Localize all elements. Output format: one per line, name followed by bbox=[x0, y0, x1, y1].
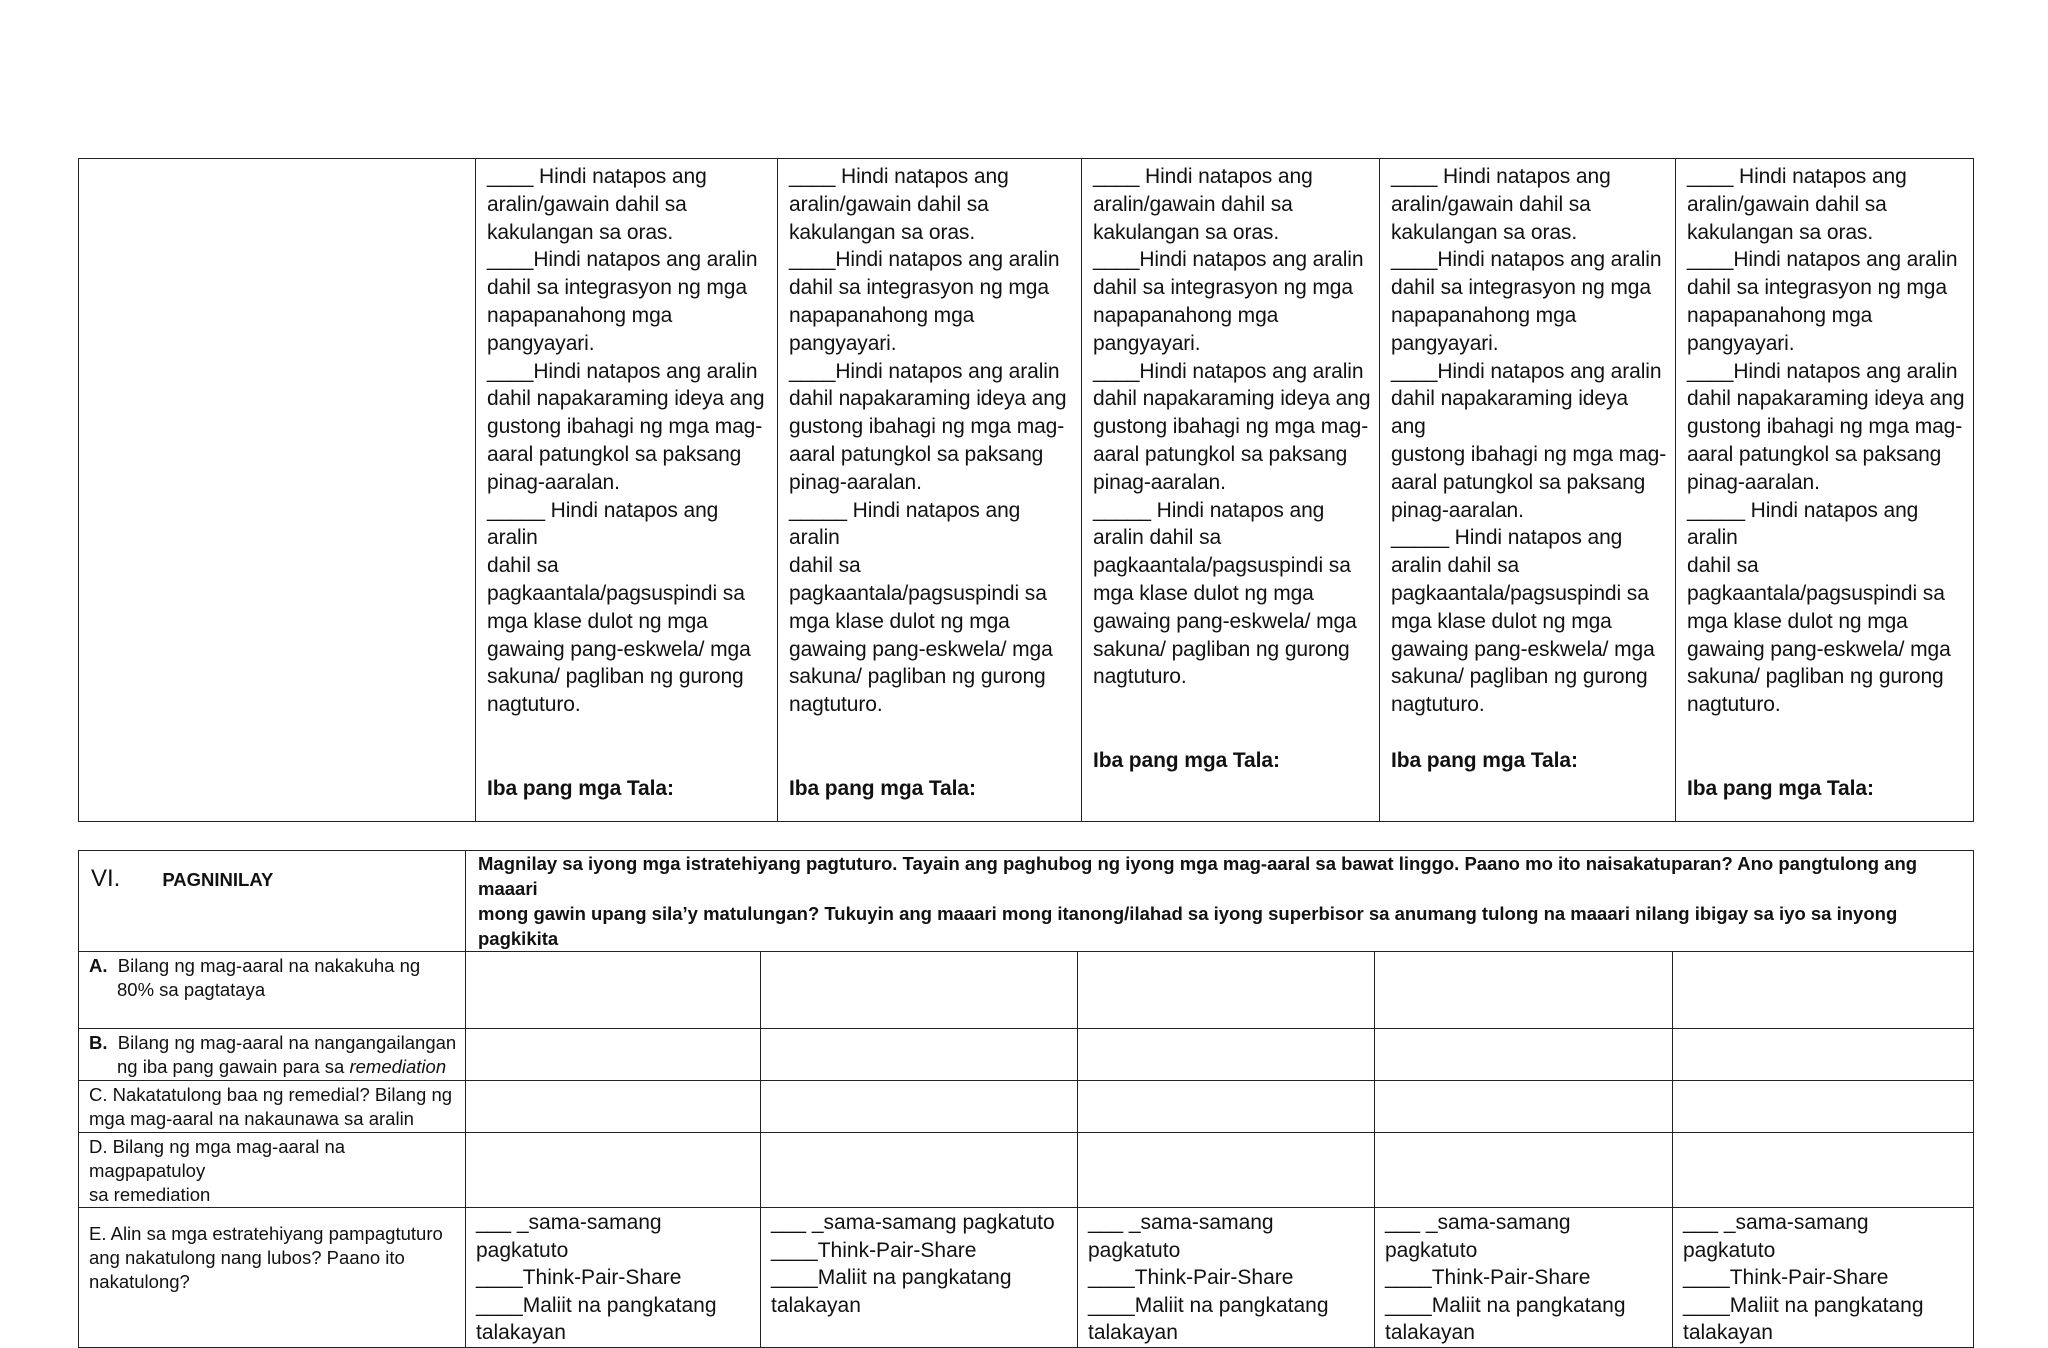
row-c bbox=[79, 1081, 1974, 1133]
remark-line: aralin/gawain dahil sa bbox=[1687, 192, 1887, 216]
remarks-table bbox=[78, 158, 1974, 822]
row-a-cell[interactable] bbox=[1375, 952, 1673, 1029]
remark-line: ____Hindi natapos ang aralin bbox=[1391, 248, 1662, 272]
strategy-line-1: ___ _sama-samang pagkatuto bbox=[771, 1211, 1055, 1234]
remarks-cell-4 bbox=[1380, 159, 1676, 822]
remark-line: pinag-aaralan. bbox=[487, 470, 620, 494]
strategy-line-3: ____Maliit na pangkatang bbox=[1385, 1293, 1626, 1317]
remarks-row bbox=[79, 159, 1974, 822]
row-d-cell[interactable] bbox=[1673, 1133, 1974, 1208]
remark-line: gawaing pang-eskwela/ mga bbox=[1687, 637, 1951, 661]
strategy-line-3: ____Maliit na pangkatang bbox=[771, 1266, 1012, 1289]
remark-line: ____ Hindi natapos ang bbox=[487, 165, 707, 188]
other-notes-label: Iba pang mga Tala: bbox=[789, 776, 976, 800]
row-e-line-1: E. Alin sa mga estratehiyang pampagtuturo bbox=[89, 1223, 443, 1244]
remark-line: gustong ibahagi ng mga mag- bbox=[1093, 415, 1369, 439]
row-c-line-2: mga mag-aaral na nakaunawa sa aralin bbox=[89, 1108, 414, 1129]
row-d-line-1: D. Bilang ng mga mag-aaral na magpapatuloy bbox=[89, 1136, 346, 1181]
remark-line: sakuna/ pagliban ng gurong bbox=[789, 665, 1046, 689]
strategy-line-3: ____Maliit na pangkatang bbox=[1088, 1293, 1329, 1317]
remark-line: _____ Hindi natapos ang bbox=[1391, 526, 1623, 550]
strategy-cell-2[interactable] bbox=[761, 1208, 1078, 1348]
strategy-cell-5[interactable] bbox=[1673, 1208, 1974, 1348]
row-d-cell[interactable] bbox=[761, 1133, 1078, 1208]
row-e-line-3: nakatulong? bbox=[89, 1271, 190, 1292]
remark-line: mga klase dulot ng mga bbox=[1391, 609, 1612, 633]
remark-line: aralin/gawain dahil sa bbox=[1391, 192, 1591, 216]
remark-line: kakulangan sa oras. bbox=[1093, 220, 1280, 244]
strategy-line-4: talakayan bbox=[476, 1321, 566, 1344]
strategy-line-2: ____Think-Pair-Share bbox=[1385, 1266, 1591, 1289]
remark-line: ____Hindi natapos ang aralin bbox=[1093, 359, 1364, 383]
remark-line: dahil napakaraming ideya ang bbox=[487, 387, 765, 411]
row-e bbox=[79, 1208, 1974, 1348]
row-a-line-1: Bilang ng mag-aaral na nakakuha ng bbox=[117, 955, 421, 976]
remark-line: nagtuturo. bbox=[1391, 693, 1485, 717]
remark-line: _____ Hindi natapos ang aralin bbox=[487, 498, 719, 550]
row-d-line-2: sa remediation bbox=[89, 1184, 211, 1205]
strategy-line-2: ____Think-Pair-Share bbox=[1088, 1266, 1294, 1289]
remark-line: pagkaantala/pagsuspindi sa bbox=[1093, 554, 1351, 578]
remark-line: gawaing pang-eskwela/ mga bbox=[487, 637, 751, 661]
row-a bbox=[79, 952, 1974, 1029]
other-notes-label: Iba pang mga Tala: bbox=[1093, 749, 1280, 773]
remark-line: gawaing pang-eskwela/ mga bbox=[1093, 609, 1357, 633]
remark-line: mga klase dulot ng mga bbox=[1687, 609, 1908, 633]
remark-line: ____Hindi natapos ang aralin bbox=[487, 359, 758, 383]
row-c-cell[interactable] bbox=[761, 1081, 1078, 1133]
remarks-label-cell bbox=[79, 159, 476, 822]
row-b-cell[interactable] bbox=[761, 1029, 1078, 1081]
remark-line: dahil sa integrasyon ng mga bbox=[487, 276, 747, 300]
strategy-line-4: talakayan bbox=[1683, 1321, 1773, 1344]
row-c-cell[interactable] bbox=[466, 1081, 761, 1133]
remark-line: dahil sa bbox=[789, 554, 861, 578]
row-a-letter: A. bbox=[89, 955, 108, 976]
strategy-cell-3[interactable] bbox=[1078, 1208, 1375, 1348]
row-a-cell[interactable] bbox=[466, 952, 761, 1029]
row-a-cell[interactable] bbox=[1078, 952, 1375, 1029]
remark-line: gawaing pang-eskwela/ mga bbox=[789, 637, 1053, 661]
strategy-line-4: talakayan bbox=[771, 1293, 861, 1317]
remark-line: pangyayari. bbox=[1093, 331, 1201, 355]
row-b-label bbox=[79, 1029, 466, 1081]
row-d-cell[interactable] bbox=[1375, 1133, 1673, 1208]
remark-line: pangyayari. bbox=[1391, 331, 1499, 355]
row-c-line-1: C. Nakatatulong baa ng remedial? Bilang ng bbox=[89, 1084, 453, 1105]
remark-line: ____ Hindi natapos ang bbox=[789, 165, 1009, 188]
remark-line: ____Hindi natapos ang aralin bbox=[789, 359, 1060, 383]
remark-line: dahil napakaraming ideya ang bbox=[1687, 387, 1965, 411]
remark-line: nagtuturo. bbox=[789, 693, 883, 717]
remark-line: gustong ibahagi ng mga mag- bbox=[1391, 442, 1667, 466]
remark-line: sakuna/ pagliban ng gurong bbox=[1093, 637, 1350, 661]
remark-line: pangyayari. bbox=[789, 331, 897, 355]
row-c-label bbox=[79, 1081, 466, 1133]
row-c-cell[interactable] bbox=[1673, 1081, 1974, 1133]
remark-line: napapanahong mga bbox=[1687, 303, 1873, 327]
remark-line: gustong ibahagi ng mga mag- bbox=[487, 415, 763, 439]
remark-line: dahil napakaraming ideya ang bbox=[789, 387, 1067, 411]
remark-line: dahil sa integrasyon ng mga bbox=[1093, 276, 1353, 300]
strategy-line-1: ___ _sama-samang pagkatuto bbox=[476, 1211, 662, 1262]
remark-line: ____Hindi natapos ang aralin bbox=[1687, 248, 1958, 272]
strategy-line-4: talakayan bbox=[1088, 1321, 1178, 1344]
remark-line: nagtuturo. bbox=[487, 693, 581, 717]
remark-line: dahil sa integrasyon ng mga bbox=[789, 276, 1049, 300]
strategy-line-3: ____Maliit na pangkatang bbox=[476, 1293, 717, 1317]
strategy-line-2: ____Think-Pair-Share bbox=[1683, 1266, 1889, 1289]
remarks-cell-5 bbox=[1676, 159, 1974, 822]
remark-line: pagkaantala/pagsuspindi sa bbox=[487, 581, 745, 605]
remark-line: _____ Hindi natapos ang aralin bbox=[789, 498, 1021, 550]
remarks-cell-2 bbox=[778, 159, 1082, 822]
remarks-cell-3 bbox=[1082, 159, 1380, 822]
strategy-line-3: ____Maliit na pangkatang bbox=[1683, 1293, 1924, 1317]
remark-line: gawaing pang-eskwela/ mga bbox=[1391, 637, 1655, 661]
remark-line: mga klase dulot ng mga bbox=[487, 609, 708, 633]
row-b-cell[interactable] bbox=[1673, 1029, 1974, 1081]
strategy-line-1: ___ _sama-samang pagkatuto bbox=[1088, 1211, 1274, 1262]
remark-line: pinag-aaralan. bbox=[1391, 498, 1524, 522]
remark-line: napapanahong mga bbox=[1391, 303, 1577, 327]
remark-line: sakuna/ pagliban ng gurong bbox=[1391, 665, 1648, 689]
remark-line: ____ Hindi natapos ang bbox=[1093, 165, 1313, 188]
row-b-line-2: ng iba pang gawain para sa bbox=[117, 1056, 350, 1077]
reflection-table bbox=[78, 850, 1974, 1348]
remark-line: nagtuturo. bbox=[1687, 693, 1781, 717]
remark-line: ____Hindi natapos ang aralin bbox=[1391, 359, 1662, 383]
row-d-cell[interactable] bbox=[1078, 1133, 1375, 1208]
remark-line: dahil napakaraming ideya ang bbox=[1093, 387, 1371, 411]
remark-line: aralin/gawain dahil sa bbox=[1093, 192, 1293, 216]
remark-line: napapanahong mga bbox=[789, 303, 975, 327]
remark-line: _____ Hindi natapos ang bbox=[1093, 498, 1325, 522]
remark-line: ____ Hindi natapos ang bbox=[1391, 165, 1611, 188]
row-b-cell[interactable] bbox=[466, 1029, 761, 1081]
remark-line: ____Hindi natapos ang aralin bbox=[1687, 359, 1958, 383]
row-b-line-1: Bilang ng mag-aaral na nangangailangan bbox=[117, 1032, 457, 1053]
row-a-label bbox=[79, 952, 466, 1029]
remark-line: pinag-aaralan. bbox=[1093, 470, 1226, 494]
strategy-line-4: talakayan bbox=[1385, 1321, 1475, 1344]
remark-line: ____Hindi natapos ang aralin bbox=[789, 248, 1060, 272]
remark-line: aaral patungkol sa paksang bbox=[789, 442, 1044, 466]
remark-line: sakuna/ pagliban ng gurong bbox=[487, 665, 744, 689]
remark-line: kakulangan sa oras. bbox=[487, 220, 674, 244]
remark-line: pagkaantala/pagsuspindi sa bbox=[1687, 581, 1945, 605]
section-number: VI. bbox=[91, 865, 121, 892]
remark-line: dahil sa bbox=[1687, 554, 1759, 578]
remark-line: napapanahong mga bbox=[1093, 303, 1279, 327]
row-b bbox=[79, 1029, 1974, 1081]
remark-line: nagtuturo. bbox=[1093, 665, 1187, 689]
row-c-cell[interactable] bbox=[1078, 1081, 1375, 1133]
remark-line: pangyayari. bbox=[487, 331, 595, 355]
instruction-cell bbox=[466, 851, 1974, 952]
remark-line: aralin/gawain dahil sa bbox=[487, 192, 687, 216]
row-a-line-2: 80% sa pagtataya bbox=[117, 979, 266, 1000]
strategy-line-2: ____Think-Pair-Share bbox=[771, 1238, 977, 1262]
row-b-italic: remediation bbox=[349, 1056, 447, 1077]
row-b-letter: B. bbox=[89, 1032, 108, 1053]
remark-line: mga klase dulot ng mga bbox=[789, 609, 1010, 633]
row-e-line-2: ang nakatulong nang lubos? Paano ito bbox=[89, 1247, 405, 1268]
remark-line: dahil sa integrasyon ng mga bbox=[1391, 276, 1651, 300]
remark-line: dahil sa integrasyon ng mga bbox=[1687, 276, 1947, 300]
remark-line: gustong ibahagi ng mga mag- bbox=[789, 415, 1065, 439]
remark-line: ____ Hindi natapos ang bbox=[1687, 165, 1907, 188]
remark-line: pagkaantala/pagsuspindi sa bbox=[789, 581, 1047, 605]
remark-line: kakulangan sa oras. bbox=[1391, 220, 1578, 244]
remark-line: aaral patungkol sa paksang bbox=[487, 442, 742, 466]
remark-line: ____Hindi natapos ang aralin bbox=[487, 248, 758, 272]
remark-line: pinag-aaralan. bbox=[1687, 470, 1820, 494]
remark-line: dahil napakaraming ideya ang bbox=[1391, 387, 1628, 439]
remark-line: kakulangan sa oras. bbox=[789, 220, 976, 244]
reflection-header-row bbox=[79, 851, 1974, 952]
row-b-cell[interactable] bbox=[1375, 1029, 1673, 1081]
row-d-cell[interactable] bbox=[466, 1133, 761, 1208]
strategy-line-2: ____Think-Pair-Share bbox=[476, 1266, 682, 1289]
row-e-label bbox=[79, 1208, 466, 1348]
row-c-cell[interactable] bbox=[1375, 1081, 1673, 1133]
remark-line: aralin dahil sa bbox=[1093, 526, 1222, 550]
row-a-cell[interactable] bbox=[761, 952, 1078, 1029]
remark-line: aralin/gawain dahil sa bbox=[789, 192, 989, 216]
remark-line: aralin dahil sa bbox=[1391, 554, 1520, 578]
section-title: PAGNINILAY bbox=[162, 869, 274, 890]
remark-line: dahil sa bbox=[487, 554, 559, 578]
remark-line: aaral patungkol sa paksang bbox=[1391, 470, 1646, 494]
remark-line: gustong ibahagi ng mga mag- bbox=[1687, 415, 1963, 439]
strategy-cell-4[interactable] bbox=[1375, 1208, 1673, 1348]
remark-line: napapanahong mga bbox=[487, 303, 673, 327]
remark-line: _____ Hindi natapos ang aralin bbox=[1687, 498, 1919, 550]
remark-line: sakuna/ pagliban ng gurong bbox=[1687, 665, 1944, 689]
row-d bbox=[79, 1133, 1974, 1208]
row-b-cell[interactable] bbox=[1078, 1029, 1375, 1081]
strategy-line-1: ___ _sama-samang pagkatuto bbox=[1683, 1211, 1869, 1262]
instruction-line-1: Magnilay sa iyong mga istratehiyang pagtuturo. Tayain ang paghubog ng iyong mga mag-aaral sa bawat linggo. Paano mo ito naisakatuparan? Ano pangtulong ang maaari bbox=[478, 853, 1918, 899]
row-a-cell[interactable] bbox=[1673, 952, 1974, 1029]
remark-line: pangyayari. bbox=[1687, 331, 1795, 355]
remark-line: aaral patungkol sa paksang bbox=[1687, 442, 1942, 466]
remark-line: pinag-aaralan. bbox=[789, 470, 922, 494]
other-notes-label: Iba pang mga Tala: bbox=[1391, 748, 1578, 772]
strategy-line-1: ___ _sama-samang pagkatuto bbox=[1385, 1211, 1571, 1262]
remark-line: mga klase dulot ng mga bbox=[1093, 581, 1314, 605]
remarks-cell-1 bbox=[476, 159, 778, 822]
remark-line: kakulangan sa oras. bbox=[1687, 220, 1874, 244]
section-label-cell bbox=[79, 851, 466, 952]
instruction-line-2: mong gawin upang sila’y matulungan? Tukuyin ang maaari mong itanong/ilahad sa iyong superbisor sa anumang tulong na maaari nilang ibigay sa iyo sa inyong pagkikita bbox=[478, 903, 1898, 949]
remark-line: aaral patungkol sa paksang bbox=[1093, 442, 1348, 466]
row-d-label bbox=[79, 1133, 466, 1208]
other-notes-label: Iba pang mga Tala: bbox=[1687, 776, 1874, 800]
strategy-cell-1[interactable] bbox=[466, 1208, 761, 1348]
remark-line: ____Hindi natapos ang aralin bbox=[1093, 248, 1364, 272]
remark-line: pagkaantala/pagsuspindi sa bbox=[1391, 581, 1649, 605]
other-notes-label: Iba pang mga Tala: bbox=[487, 776, 674, 800]
